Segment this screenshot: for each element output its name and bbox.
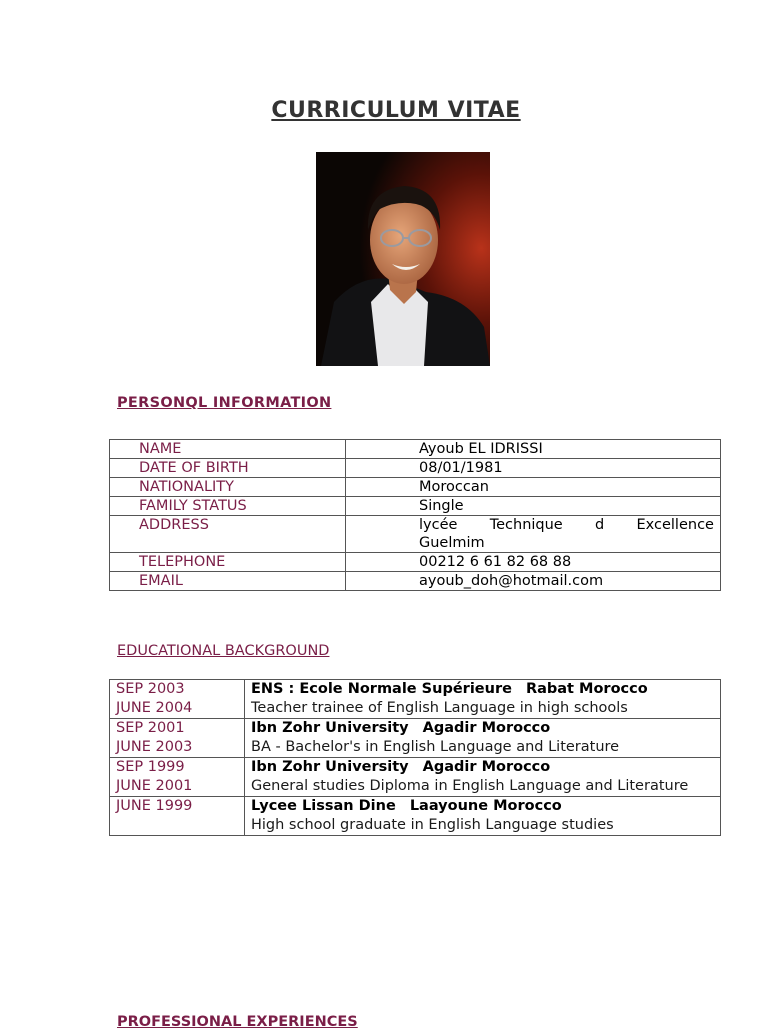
date-start: SEP 2001 bbox=[116, 720, 185, 736]
address-line-1 bbox=[419, 516, 714, 534]
date-start: JUNE 1999 bbox=[116, 798, 193, 814]
address-label: ADDRESS bbox=[110, 516, 346, 553]
institution-location: Agadir Morocco bbox=[422, 759, 551, 775]
document-title: CURRICULUM VITAE bbox=[271, 98, 521, 123]
personal-info-heading: PERSONQL INFORMATION bbox=[117, 395, 332, 411]
edu-dates bbox=[110, 797, 245, 836]
telephone-value: 00212 6 61 82 68 88 bbox=[346, 553, 721, 572]
institution-line bbox=[251, 758, 714, 777]
name-value: Ayoub EL IDRISSI bbox=[346, 440, 721, 459]
professional-heading: PROFESSIONAL EXPERIENCES bbox=[117, 1014, 358, 1030]
table-row bbox=[110, 572, 721, 591]
date-end: JUNE 2001 bbox=[116, 778, 193, 794]
address-word: d bbox=[595, 517, 605, 533]
table-row bbox=[110, 497, 721, 516]
institution-name: Lycee Lissan Dine bbox=[251, 798, 396, 814]
education-heading: EDUCATIONAL BACKGROUND bbox=[117, 643, 330, 659]
nationality-label: NATIONALITY bbox=[110, 478, 346, 497]
name-label: NAME bbox=[110, 440, 346, 459]
edu-description: High school graduate in English Language studies bbox=[251, 817, 614, 833]
edu-details bbox=[245, 758, 721, 797]
table-row bbox=[110, 719, 721, 758]
personal-info-table bbox=[109, 439, 721, 591]
table-row bbox=[110, 459, 721, 478]
edu-description: BA - Bachelor's in English Language and Literature bbox=[251, 739, 620, 755]
address-word: Excellence bbox=[636, 517, 714, 533]
edu-dates bbox=[110, 680, 245, 719]
table-row bbox=[110, 758, 721, 797]
date-start: SEP 2003 bbox=[116, 681, 185, 697]
institution-name: Ibn Zohr University bbox=[251, 759, 409, 775]
institution-line bbox=[251, 719, 714, 738]
family-status-label: FAMILY STATUS bbox=[110, 497, 346, 516]
institution-name: Ibn Zohr University bbox=[251, 720, 409, 736]
address-word: Technique bbox=[489, 517, 563, 533]
profile-photo bbox=[316, 152, 490, 366]
address-line-2: Guelmim bbox=[419, 535, 485, 551]
dob-value: 08/01/1981 bbox=[346, 459, 721, 478]
institution-location: Laayoune Morocco bbox=[409, 798, 562, 814]
date-end: JUNE 2003 bbox=[116, 739, 193, 755]
edu-description: General studies Diploma in English Language and Literature bbox=[251, 778, 689, 794]
table-row bbox=[110, 516, 721, 553]
table-row bbox=[110, 680, 721, 719]
table-row bbox=[110, 553, 721, 572]
edu-dates bbox=[110, 758, 245, 797]
family-status-value: Single bbox=[346, 497, 721, 516]
date-start: SEP 1999 bbox=[116, 759, 185, 775]
institution-line bbox=[251, 797, 714, 816]
table-row bbox=[110, 478, 721, 497]
date-end: JUNE 2004 bbox=[116, 700, 193, 716]
institution-name: ENS : Ecole Normale Supérieure bbox=[251, 681, 512, 697]
table-row bbox=[110, 797, 721, 836]
edu-details bbox=[245, 719, 721, 758]
telephone-label: TELEPHONE bbox=[110, 553, 346, 572]
address-value bbox=[346, 516, 721, 553]
edu-details bbox=[245, 680, 721, 719]
table-row bbox=[110, 440, 721, 459]
education-table bbox=[109, 679, 721, 836]
institution-location: Agadir Morocco bbox=[422, 720, 551, 736]
address-word: lycée bbox=[419, 517, 458, 533]
dob-label: DATE OF BIRTH bbox=[110, 459, 346, 478]
edu-description: Teacher trainee of English Language in high schools bbox=[251, 700, 628, 716]
institution-line bbox=[251, 680, 714, 699]
edu-details bbox=[245, 797, 721, 836]
edu-dates bbox=[110, 719, 245, 758]
nationality-value: Moroccan bbox=[346, 478, 721, 497]
email-value: ayoub_doh@hotmail.com bbox=[346, 572, 721, 591]
email-label: EMAIL bbox=[110, 572, 346, 591]
institution-location: Rabat Morocco bbox=[525, 681, 648, 697]
